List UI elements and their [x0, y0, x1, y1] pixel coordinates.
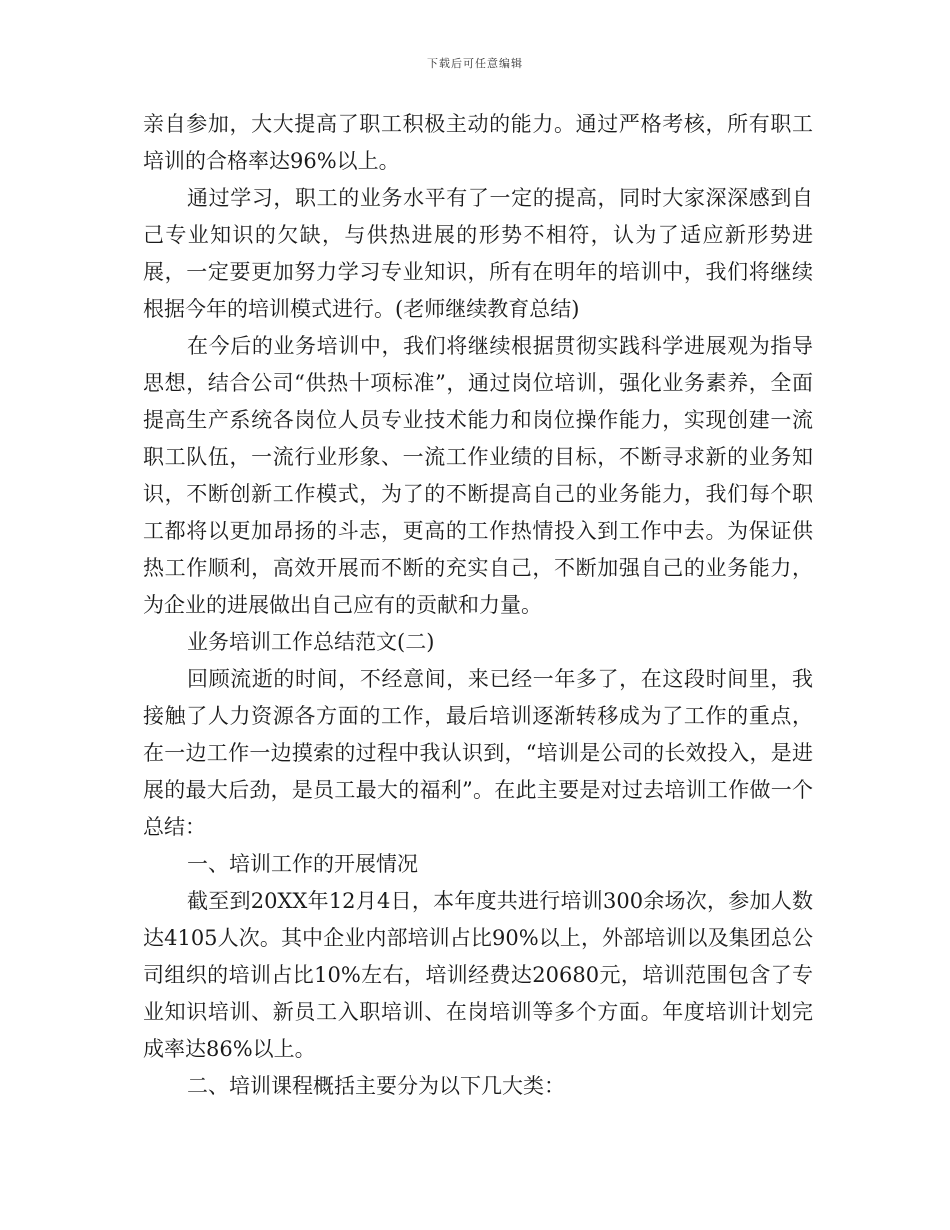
heading-1: 一、培训工作的开展情况 — [187, 852, 418, 876]
paragraph-3: 在今后的业务培训中，我们将继续根据贯彻实践科学进展观为指导思想，结合公司“供热十项标准”，通过岗位培训，强化业务素养，全面提高生产系统各岗位人员专业技术能力和岗位操作能力，实现创建一流职工队伍，一流行业形象、一流工作业绩的目标，不断寻求新的业务知识，不断创新工作模式，为了的不断提高自己的业务能力，我们每个职工都将以更加昂扬的斗志，更高的工作热情投入到工作中去。为保证供热工作顺利，高效开展而不断的充实自己，不断加强自己的业务能力，为企业的进展做出自己应有的贡献和力量。 — [143, 334, 813, 617]
paragraph-2: 通过学习，职工的业务水平有了一定的提高，同时大家深深感到自己专业知识的欠缺，与供热进展的形势不相符，认为了适应新形势进展，一定要更加努力学习专业知识，所有在明年的培训中，我们将继续根据今年的培训模式进行。(老师继续教育总结) — [143, 186, 813, 321]
document-body — [143, 106, 813, 1105]
section-title: 业务培训工作总结范文(二) — [187, 630, 435, 654]
heading-2: 二、培训课程概括主要分为以下几大类： — [187, 1074, 565, 1098]
paragraph-5: 回顾流逝的时间，不经意间，来已经一年多了，在这段时间里，我接触了人力资源各方面的工作，最后培训逐渐转移成为了工作的重点，在一边工作一边摸索的过程中我认识到，“培训是公司的长效投入，是进展的最大后劲，是员工最大的福利”。在此主要是对过去培训工作做一个总结： — [143, 667, 813, 839]
paragraph-7: 截至到20XX年12月4日，本年度共进行培训300余场次，参加人数达4105人次。其中企业内部培训占比90%以上，外部培训以及集团总公司组织的培训占比10%左右，培训经费达20680元，培训范围包含了专业知识培训、新员工入职培训、在岗培训等多个方面。年度培训计划完成率达86%以上。 — [143, 889, 813, 1061]
paragraph-1: 亲自参加，大大提高了职工积极主动的能力。通过严格考核，所有职工培训的合格率达96%以上。 — [143, 112, 813, 173]
page-header: 下载后可任意编辑 — [427, 57, 523, 70]
